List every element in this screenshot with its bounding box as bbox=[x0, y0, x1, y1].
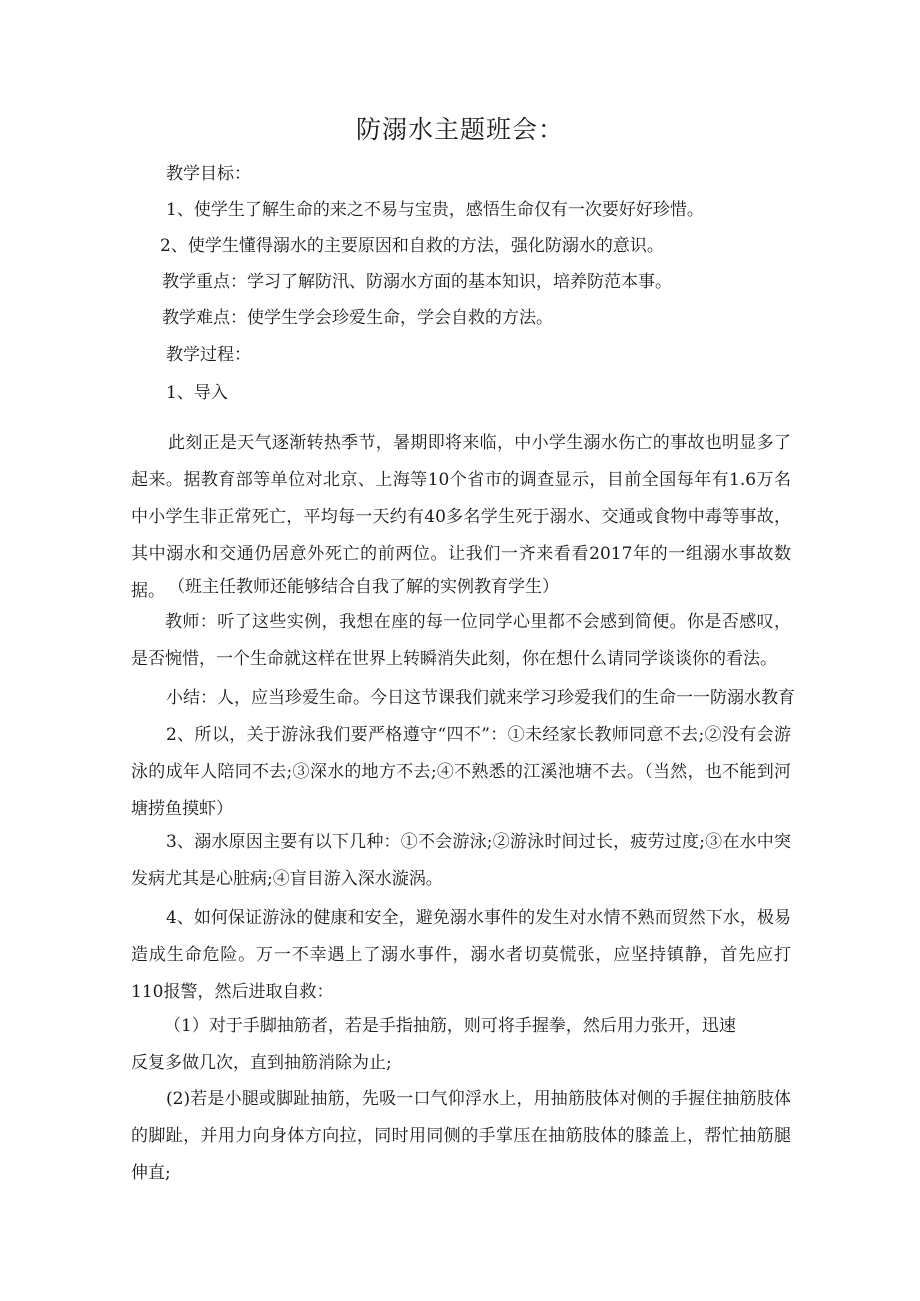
document-title: 防溺水主题班会： bbox=[355, 115, 564, 144]
teacher-speech: 教师：听了这些实例，我想在座的每一位同学心里都不会感到简便。你是否感叹，是否惋惜，一个生命就这样在世界上转瞬消失此刻，你在想什么请同学谈谈你的看法。 bbox=[131, 612, 791, 669]
step-2: (2)若是小腿或脚趾抽筋，先吸一口气仰浮水上，用抽筋肢体对侧的手握住抽筋肢体的脚趾，并用力向身体方向拉，同时用同侧的手掌压在抽筋肢体的膝盖上，帮忙抽筋腿伸直; bbox=[131, 1089, 791, 1183]
intro-heading: 1、导入 bbox=[166, 383, 228, 403]
objective-2: 2、使学生懂得溺水的主要原因和自救的方法，强化防溺水的意识。 bbox=[160, 236, 664, 256]
objectives-heading: 教学目标： bbox=[166, 164, 251, 184]
point-2: 2、所以，关于游泳我们要严格遵守“四不”：①未经家长教师同意不去;②没有会游泳的成年人陪同不去;③深水的地方不去;④不熟悉的江溪池塘不去。（当然，也不能到河塘捞鱼摸虾） bbox=[131, 725, 791, 819]
summary: 小结：人，应当珍爱生命。今日这节课我们就来学习珍爱我们的生命一一防溺水教育 bbox=[166, 688, 795, 708]
objective-1: 1、使学生了解生命的来之不易与宝贵，感悟生命仅有一次要好好珍惜。 bbox=[166, 200, 704, 220]
intro-paragraph: 此刻正是天气逐渐转热季节，暑期即将来临，中小学生溺水伤亡的事故也明显多了起来。据教育部等单位对北京、上海等10个省市的调查显示，目前全国每年有1.6万名中小学生非正常死亡，平均每一天约有40多名学生死于溺水、交通或食物中毒等事故，其中溺水和交通仍居意外死亡的前两位。让我们一齐来看看2017年的一组溺水事故数据。 bbox=[131, 433, 791, 601]
key-point: 教学重点：学习了解防汛、防溺水方面的基本知识，培养防范本事。 bbox=[162, 272, 672, 292]
step-1-line-2: 反复多做几次，直到抽筋消除为止; bbox=[131, 1053, 392, 1073]
teacher-note: （班主任教师还能够结合自我了解的实例教育学生） bbox=[168, 577, 559, 597]
difficulty: 教学难点：使学生学会珍爱生命，学会自救的方法。 bbox=[162, 308, 553, 328]
step-1-line-1: （1）对于手脚抽筋者，若是手指抽筋，则可将手握拳，然后用力张开，迅速 bbox=[164, 1016, 736, 1036]
point-4: 4、如何保证游泳的健康和安全，避免溺水事件的发生对水情不熟而贸然下水，极易造成生命危险。万一不幸遇上了溺水事件，溺水者切莫慌张，应坚持镇静，首先应打110报警，然后进取自救： bbox=[131, 908, 791, 1002]
process-heading: 教学过程： bbox=[166, 345, 251, 365]
point-3: 3、溺水原因主要有以下几种：①不会游泳;②游泳时间过长，疲劳过度;③在水中突发病尤其是心脏病;④盲目游入深水漩涡。 bbox=[131, 832, 791, 889]
